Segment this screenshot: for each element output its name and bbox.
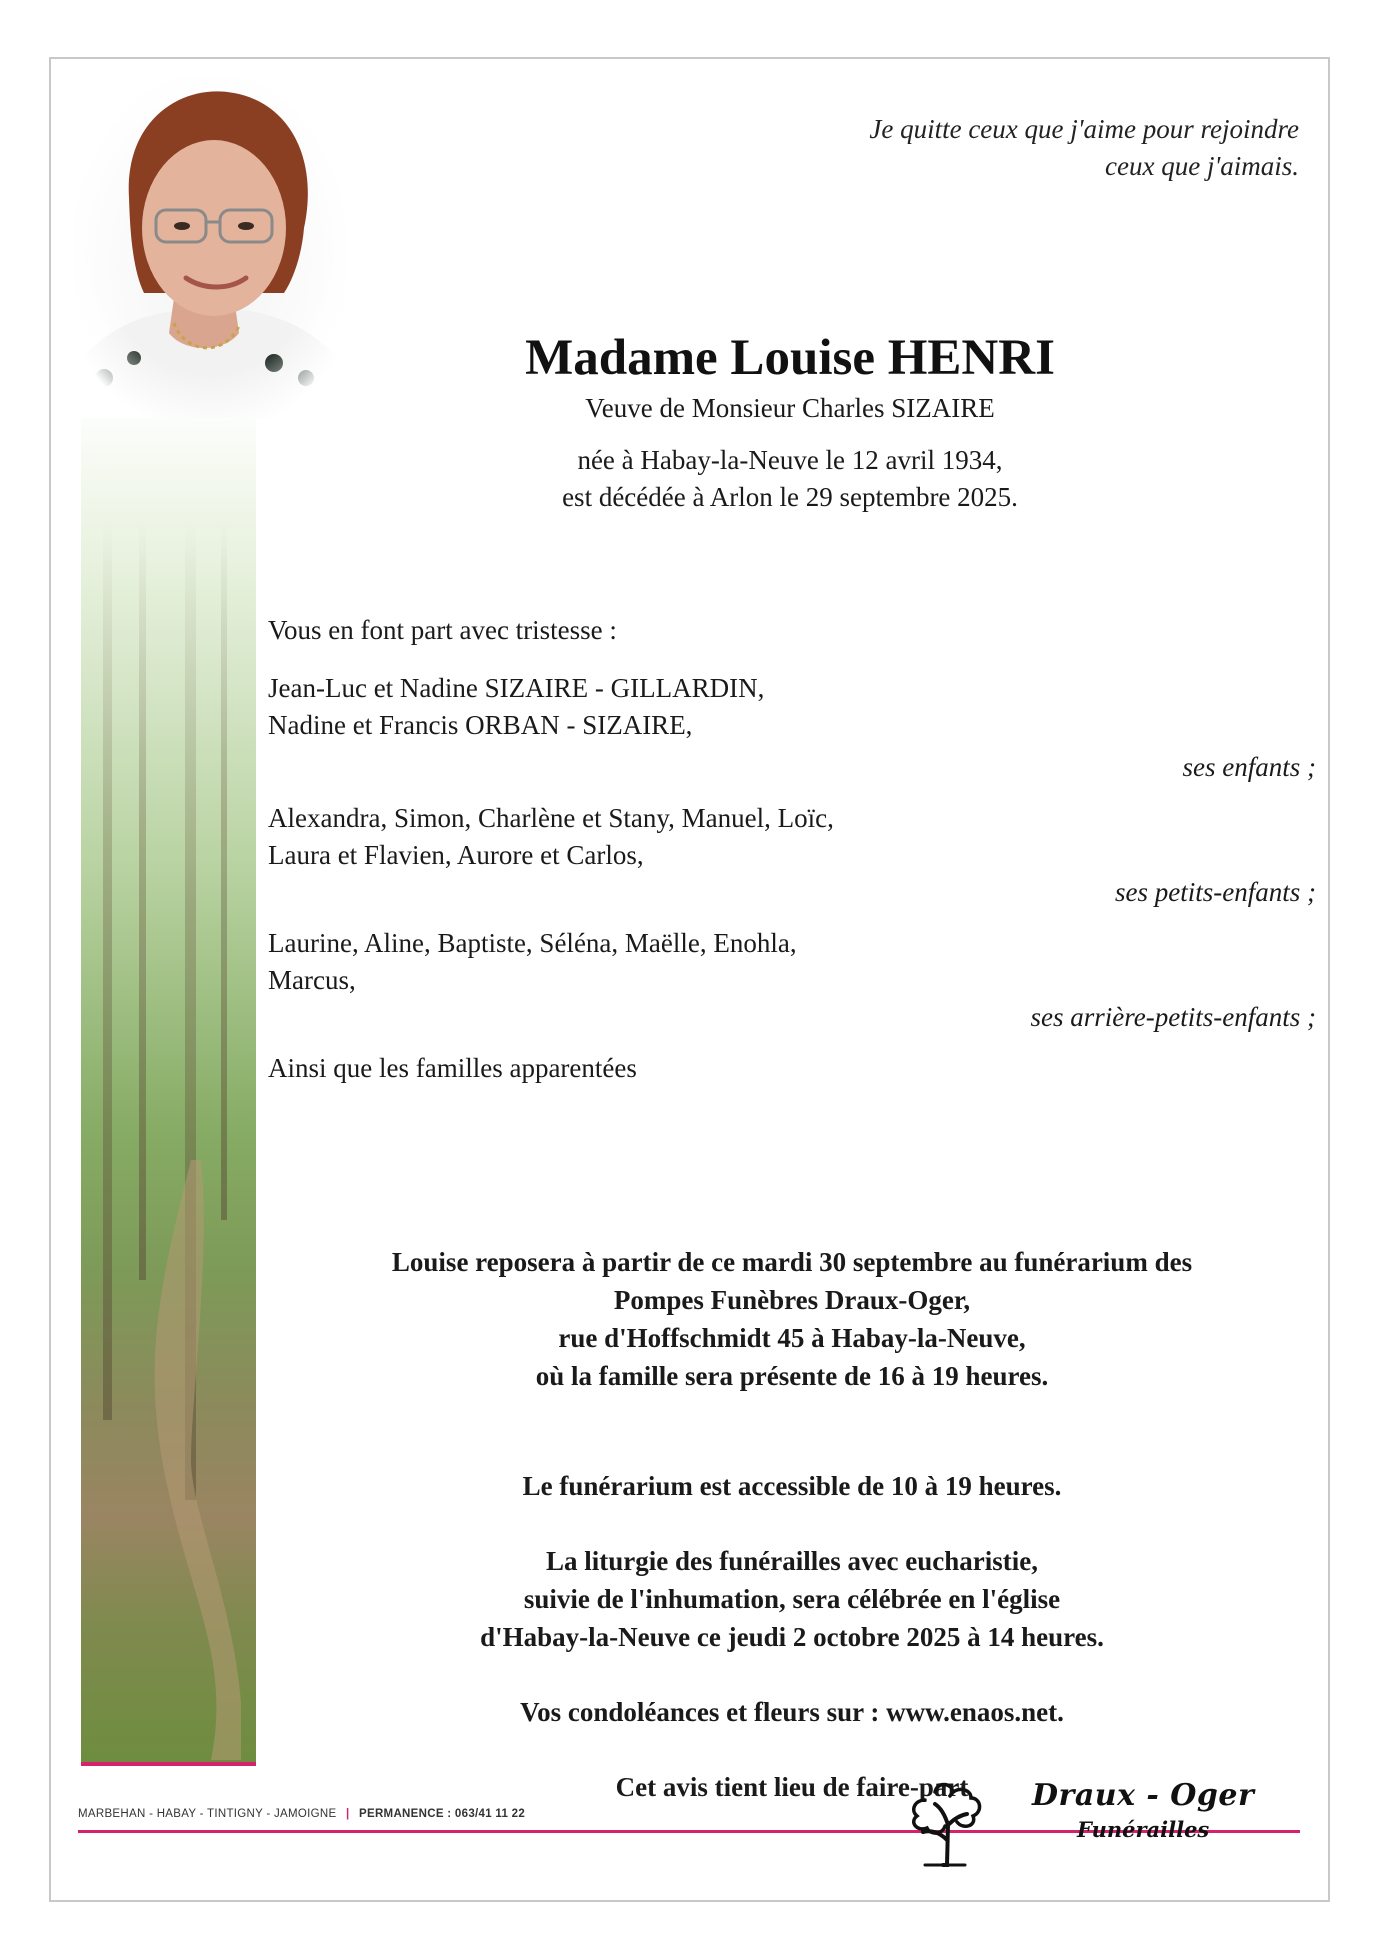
- family-line: Alexandra, Simon, Charlène et Stany, Manuel, Loïc,: [268, 803, 834, 833]
- tree-logo-icon: [895, 1770, 995, 1870]
- life-dates: [390, 442, 1190, 516]
- liturgy-line: La liturgie des funérailles avec eucharistie,: [546, 1546, 1038, 1576]
- announcement-closing: Ainsi que les familles apparentées: [268, 1053, 637, 1083]
- birth-line: née à Habay-la-Neuve le 12 avril 1934,: [577, 445, 1003, 475]
- family-line: Laurine, Aline, Baptiste, Séléna, Maëlle, Enohla,: [268, 928, 797, 958]
- funeral-details: [260, 1208, 1324, 1806]
- footer-info: [78, 1808, 525, 1820]
- family-line: Nadine et Francis ORBAN - SIZAIRE,: [268, 710, 693, 740]
- footer-towns: MARBEHAN - HABAY - TINTIGNY - JAMOIGNE: [78, 1808, 337, 1820]
- quote-line: Je quitte ceux que j'aime pour rejoindre: [869, 114, 1299, 144]
- deceased-name: Madame Louise HENRI: [525, 330, 1055, 386]
- notice-line: Cet avis tient lieu de faire-part: [615, 1772, 969, 1802]
- family-announcement: [268, 612, 1316, 1087]
- family-line: Laura et Flavien, Aurore et Carlos,: [268, 840, 644, 870]
- visitation-line: Louise reposera à partir de ce mardi 30 septembre au funérarium des: [391, 1247, 1193, 1277]
- family-group-great-grandchildren: [268, 925, 1316, 999]
- logo-subtitle: Funérailles: [1077, 1817, 1210, 1842]
- family-role: ses petits-enfants ;: [1115, 877, 1316, 907]
- quote-line: ceux que j'aimais.: [1105, 151, 1299, 181]
- path-trail-icon: [121, 1160, 241, 1760]
- permanence-phone: PERMANENCE : 063/41 11 22: [359, 1808, 526, 1820]
- footer-separator: |: [345, 1808, 350, 1820]
- visitation-line: Pompes Funèbres Draux-Oger,: [613, 1285, 971, 1315]
- liturgy-line: d'Habay-la-Neuve ce jeudi 2 octobre 2025 à 14 heures.: [480, 1622, 1104, 1652]
- announcement-lead: Vous en font part avec tristesse :: [268, 615, 617, 645]
- visitation-line: rue d'Hoffschmidt 45 à Habay-la-Neuve,: [558, 1323, 1026, 1353]
- family-line: Jean-Luc et Nadine SIZAIRE - GILLARDIN,: [268, 673, 765, 703]
- family-line: Marcus,: [268, 965, 356, 995]
- family-role: ses enfants ;: [1182, 752, 1316, 782]
- visitation-line: où la famille sera présente de 16 à 19 heures.: [535, 1361, 1049, 1391]
- draux-oger-logo: [1032, 1778, 1254, 1842]
- death-line: est décédée à Arlon le 29 septembre 2025.: [562, 482, 1018, 512]
- forest-path-image: [81, 400, 256, 1762]
- funerarium-hours: Le funérarium est accessible de 10 à 19 heures.: [522, 1471, 1062, 1501]
- family-group-grandchildren: [268, 800, 1316, 874]
- widow-of: Veuve de Monsieur Charles SIZAIRE: [585, 393, 995, 423]
- side-accent-line: [81, 1762, 256, 1766]
- condolences-line: Vos condoléances et fleurs sur : www.enaos.net.: [520, 1697, 1064, 1727]
- family-role: ses arrière-petits-enfants ;: [1030, 1002, 1316, 1032]
- family-group-children: [268, 670, 1316, 744]
- portrait-photo: [74, 78, 346, 418]
- liturgy-line: suivie de l'inhumation, sera célébrée en l'église: [523, 1584, 1061, 1614]
- deceased-header: [390, 328, 1190, 516]
- epitaph-quote: [599, 111, 1299, 185]
- logo-name: Draux - Oger: [1032, 1778, 1255, 1813]
